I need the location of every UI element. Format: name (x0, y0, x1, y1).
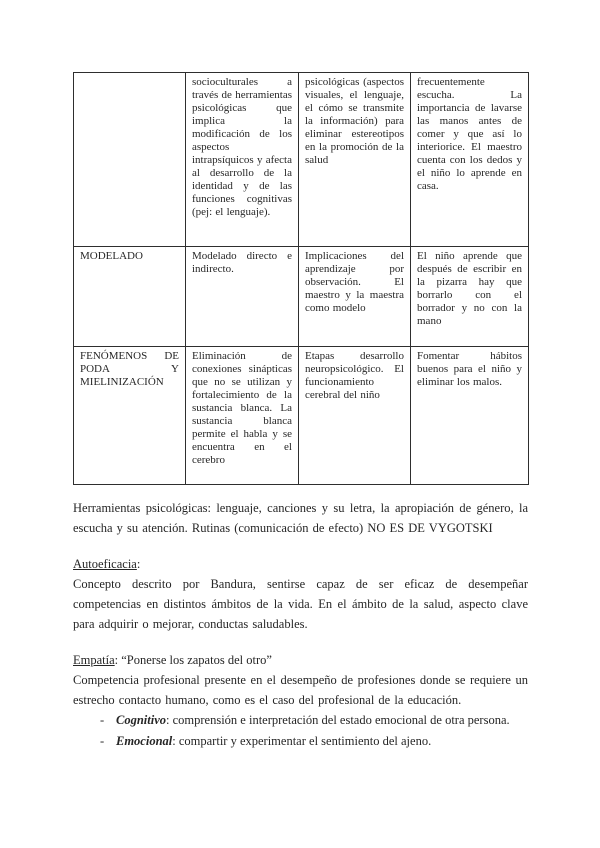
table-row (74, 73, 529, 247)
paragraph-autoeficacia: Concepto descrito por Bandura, sentirse capaz de ser eficaz de desempeñar competencias en distintos ámbitos de la vida. En el ámbito de la salud, aspecto clave para adquirir o mejorar, conductas saludables. (73, 577, 528, 631)
table-row (74, 247, 529, 347)
heading-autoeficacia (73, 554, 528, 574)
heading-empatia-word: Empatía (73, 653, 115, 667)
table-cell-definition: socioculturales a través de herramientas psicológicas que implica la modificación de los aspectos intrapsíquicos y afecta al desarrollo de la identidad y de las funciones cognitivas (pej: el lenguaje). (186, 73, 299, 247)
table-cell-example: El niño aprende que después de escribir en la pizarra hay que borrarlo con el borrador y no con la mano (411, 247, 529, 347)
table-cell-definition: Eliminación de conexiones sinápticas que no se utilizan y fortalecimiento de la sustancia blanca. La sustancia blanca permite el habla y se encuentra en el cerebro (186, 347, 299, 485)
heading-empatia-quote: : “Ponerse los zapatos del otro” (114, 653, 272, 667)
concepts-table (73, 72, 529, 485)
bullet-term: Emocional (116, 734, 173, 748)
table-cell-definition: Modelado directo e indirecto. (186, 247, 299, 347)
bullet-term: Cognitivo (116, 713, 167, 727)
heading-autoeficacia-word: Autoeficacia (73, 557, 137, 571)
paragraph-empatia: Competencia profesional presente en el desempeño de profesiones donde se requiere un estrecho contacto humano, como es el caso del profesional de la educación. (73, 673, 528, 707)
bullet-dash: - (100, 734, 105, 748)
table-cell-concept (74, 73, 186, 247)
table-cell-implications: psicológicas (aspectos visuales, el lenguaje, el cómo se transmite la información) para eliminar estereotipos en la promoción de la salud (299, 73, 411, 247)
table-cell-implications: Etapas desarrollo neuropsicológico. El funcionamiento cerebral del niño (299, 347, 411, 485)
bullet-text: : comprensión e interpretación del estado emocional de otra persona. (166, 713, 510, 727)
paragraph-herramientas: Herramientas psicológicas: lenguaje, canciones y su letra, la apropiación de género, la escucha y su atención. Rutinas (comunicación de efecto) NO ES DE VYGOTSKI (73, 501, 528, 535)
table-cell-concept: FENÓMENOS DE PODA Y MIELINIZACIÓN (74, 347, 186, 485)
table-row (74, 347, 529, 485)
bullet-body (116, 710, 510, 731)
heading-empatia (73, 650, 528, 670)
bullet-text: : compartir y experimentar el sentimiento del ajeno. (172, 734, 432, 748)
heading-autoeficacia-colon: : (136, 557, 141, 571)
empatia-bullet-list (73, 710, 528, 752)
table-cell-implications: Implicaciones del aprendizaje por observación. El maestro y la maestra como modelo (299, 247, 411, 347)
document-content (73, 72, 528, 752)
bullet-body (116, 731, 431, 752)
list-item (100, 731, 528, 752)
table-cell-example: frecuentemente escucha. La importancia de lavarse las manos antes de comer y que así lo interiorice. El maestro cuenta con los dedos y el niño lo aprende en casa. (411, 73, 529, 247)
table-cell-example: Fomentar hábitos buenos para el niño y eliminar los malos. (411, 347, 529, 485)
table-cell-concept: MODELADO (74, 247, 186, 347)
bullet-dash: - (100, 713, 105, 727)
list-item (100, 710, 528, 731)
